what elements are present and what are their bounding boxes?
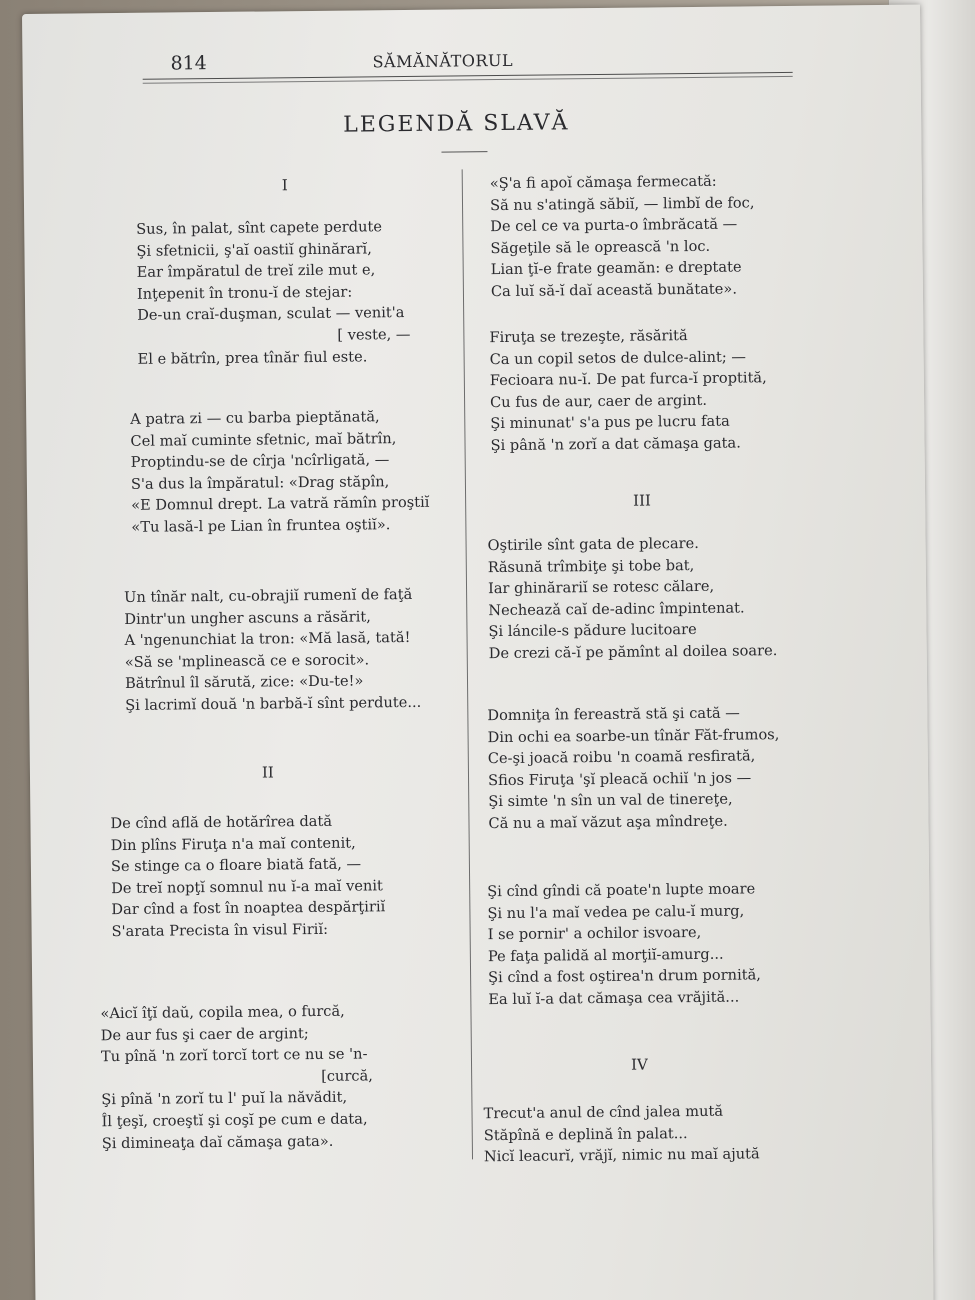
verse-line: El e bătrîn, prea tînăr fiul este. xyxy=(137,347,368,368)
verse-line: De aur fus şi caer de argint; xyxy=(100,1024,309,1044)
verse-line: Sfios Firuţa 'şĭ pleacă ochiĭ 'n jos — xyxy=(487,769,752,789)
verse-line: Inţepenit în tronu-ĭ de stejar: xyxy=(136,283,353,303)
verse-line: Firuţa se trezeşte, răsărită xyxy=(489,327,688,347)
page-header xyxy=(142,46,792,87)
verse-line: Să nu s'atingă săbiĭ, — limbĭ de foc, xyxy=(489,193,755,214)
verse-line: Proptindu-se de cîrja 'ncîrligată, — xyxy=(130,451,390,472)
verse-line: Şi cînd gîndi că poate'n lupte moare xyxy=(487,880,756,901)
verse-line: Domniţa în fereastră stă şi cată — xyxy=(487,704,740,725)
verse-line: Şi simte 'n sîn un val de tinereţe, xyxy=(488,790,733,811)
verse-line: De cînd află de hotărîrea dată xyxy=(110,812,333,833)
section-number: I xyxy=(281,176,288,195)
stanza xyxy=(124,584,421,717)
verse-line: Sus, în palat, sînt capete perdute xyxy=(136,218,383,238)
verse-line: Ear împăratul de treĭ zile mut e, xyxy=(136,261,376,281)
verse-line: Un tînăr nalt, cu-obrajiĭ rumenĭ de faţă xyxy=(124,585,413,606)
verse-line: «E Domnul drept. La vatră rămîn proştiĭ xyxy=(131,494,430,515)
verse-line: Ca un copil setos de dulce-alint; — xyxy=(489,348,747,368)
verse-line: Din plîns Firuţa n'a maĭ contenit, xyxy=(110,834,356,854)
verse-line: Tu pînă 'n zorĭ torcĭ tort ce nu se 'n- xyxy=(100,1045,368,1066)
stanza xyxy=(489,324,767,456)
verse-line: S'arata Precista în visul Firiĭ: xyxy=(111,920,329,941)
verse-line: Bătrînul îl sărută, zice: «Du-te!» xyxy=(124,672,364,693)
verse-line: Ea luĭ ĭ-a dat cămaşa cea vrăjită... xyxy=(488,988,740,1009)
verse-line: De treĭ nopţĭ somnul nu ĭ-a maĭ venit xyxy=(111,877,383,897)
section-number: II xyxy=(261,763,274,782)
stanza xyxy=(483,1100,759,1168)
verse-line: Şi până 'n zorĭ a dat cămaşa gata. xyxy=(490,434,741,455)
stanza xyxy=(487,878,761,1010)
running-title: SĂMĂNĂTORUL xyxy=(372,50,514,72)
verse-line: Şi cînd a fost oştirea'n drum pornită, xyxy=(488,966,761,987)
verse-line: «Ş'a fi apoĭ cămaşa fermecată: xyxy=(489,172,717,193)
section-number: IV xyxy=(630,1055,648,1074)
verse-line: Săgeţile să le oprească 'n loc. xyxy=(490,237,711,257)
verse-line: Cu fus de aur, caer de argint. xyxy=(490,391,708,411)
verse-line: A patra zi — cu barba pieptănată, xyxy=(130,408,380,428)
verse-line: Şi nu l'a maĭ vedea pe calu-ĭ murg, xyxy=(487,902,745,922)
verse-line: A 'ngenunchiat la tron: «Mă lasă, tată! xyxy=(124,629,411,650)
verse-line: Îl ţeşĭ, croeştĭ şi coşĭ pe cum e data, xyxy=(101,1110,368,1131)
column-divider xyxy=(462,169,473,1159)
verse-line: Se stinge ca o floare biată fată, — xyxy=(110,855,362,876)
verse-line: De-un craĭ-duşman, sculat — venit'a xyxy=(137,304,405,325)
verse-line: Şi minunat' s'a pus pe lucru fata xyxy=(490,412,730,433)
verse-line: «Să se 'mplinească ce e sorocit». xyxy=(124,651,370,671)
verse-line: Şi pînă 'n zorĭ tu l' puĭ la năvădit, xyxy=(101,1089,348,1109)
verse-line: S'a dus la împăratul: «Drag stăpîn, xyxy=(130,472,390,493)
verse-line: [curcă, xyxy=(321,1067,373,1085)
verse-line: Necheazǎ caĭ de-adinc împintenat. xyxy=(488,599,745,619)
verse-line: Dintr'un ungher ascuns a răsărit, xyxy=(124,607,371,628)
stanza xyxy=(130,406,430,539)
page-number: 814 xyxy=(170,52,207,75)
verse-line: De cel ce va purta-o îmbrăcată — xyxy=(490,215,738,236)
verse-line: Iar ghinărariĭ se rotesc călare, xyxy=(487,577,715,598)
stanza xyxy=(110,810,385,942)
verse-line: De crezi că-ĭ pe pămînt al doilea soare. xyxy=(488,642,778,663)
verse-line: Trecut'a anul de cînd jalea mută xyxy=(483,1102,724,1123)
verse-line: Şi dimineaţa daĭ cămaşa gata». xyxy=(101,1132,334,1152)
verse-line: Stăpînă e deplină în palat... xyxy=(483,1124,688,1144)
verse-line: Dar cînd a fost în noaptea despărţiriĭ xyxy=(111,898,386,919)
verse-line: Şi sfetnicii, ş'aĭ oastiĭ ghinărarĭ, xyxy=(136,239,372,260)
verse-line: «Aicĭ îţĭ daŭ, copila mea, o furcă, xyxy=(100,1002,345,1023)
verse-line: Lian ţĭ-e frate geamăn: e dreptate xyxy=(490,258,742,279)
stanza xyxy=(490,170,756,302)
verse-line: I se pornir' a ochilor isvoare, xyxy=(487,924,702,944)
stanza xyxy=(487,702,780,835)
verse-line: Nicĭ leacurĭ, vrăjĭ, nimic nu maĭ ajută xyxy=(483,1145,760,1166)
stanza xyxy=(487,532,777,665)
verse-line: Fecioara nu-ĭ. De pat furca-ĭ proptită, xyxy=(489,369,767,390)
title-underline xyxy=(441,151,487,152)
stanza xyxy=(136,216,411,370)
verse-line: Că nu a maĭ văzut aşa mîndreţe. xyxy=(488,812,728,833)
verse-line: Oştirile sînt gata de plecare. xyxy=(487,534,699,555)
verse-line: Răsună trîmbiţe şi tobe bat, xyxy=(487,556,695,576)
verse-line: «Tu lasă-l pe Lian în fruntea oştiĭ». xyxy=(131,516,391,536)
verse-line: Şi lacrimĭ două 'n barbă-ĭ sînt perdute... xyxy=(125,693,422,714)
poem-title: LEGENDĂ SLAVĂ xyxy=(343,110,570,138)
document-page xyxy=(22,5,934,1300)
verse-line: Şi láncile-s pădure lucitoare xyxy=(488,621,697,641)
verse-line: Pe faţa palidă al morţiĭ-amurg... xyxy=(487,945,724,965)
stanza xyxy=(100,1000,373,1154)
verse-line: [ veste, — xyxy=(337,325,411,344)
verse-line: Din ochi ea soarbe-un tînăr Făt-frumos, xyxy=(487,725,780,746)
section-number: III xyxy=(633,491,652,510)
verse-line: Ca luĭ să-ĭ daĭ această bunătate». xyxy=(490,280,738,301)
verse-line: Cel maĭ cuminte sfetnic, maĭ bătrîn, xyxy=(130,429,397,450)
verse-line: Ce-şi joacă roibu 'n coamă resfirată, xyxy=(487,747,756,768)
